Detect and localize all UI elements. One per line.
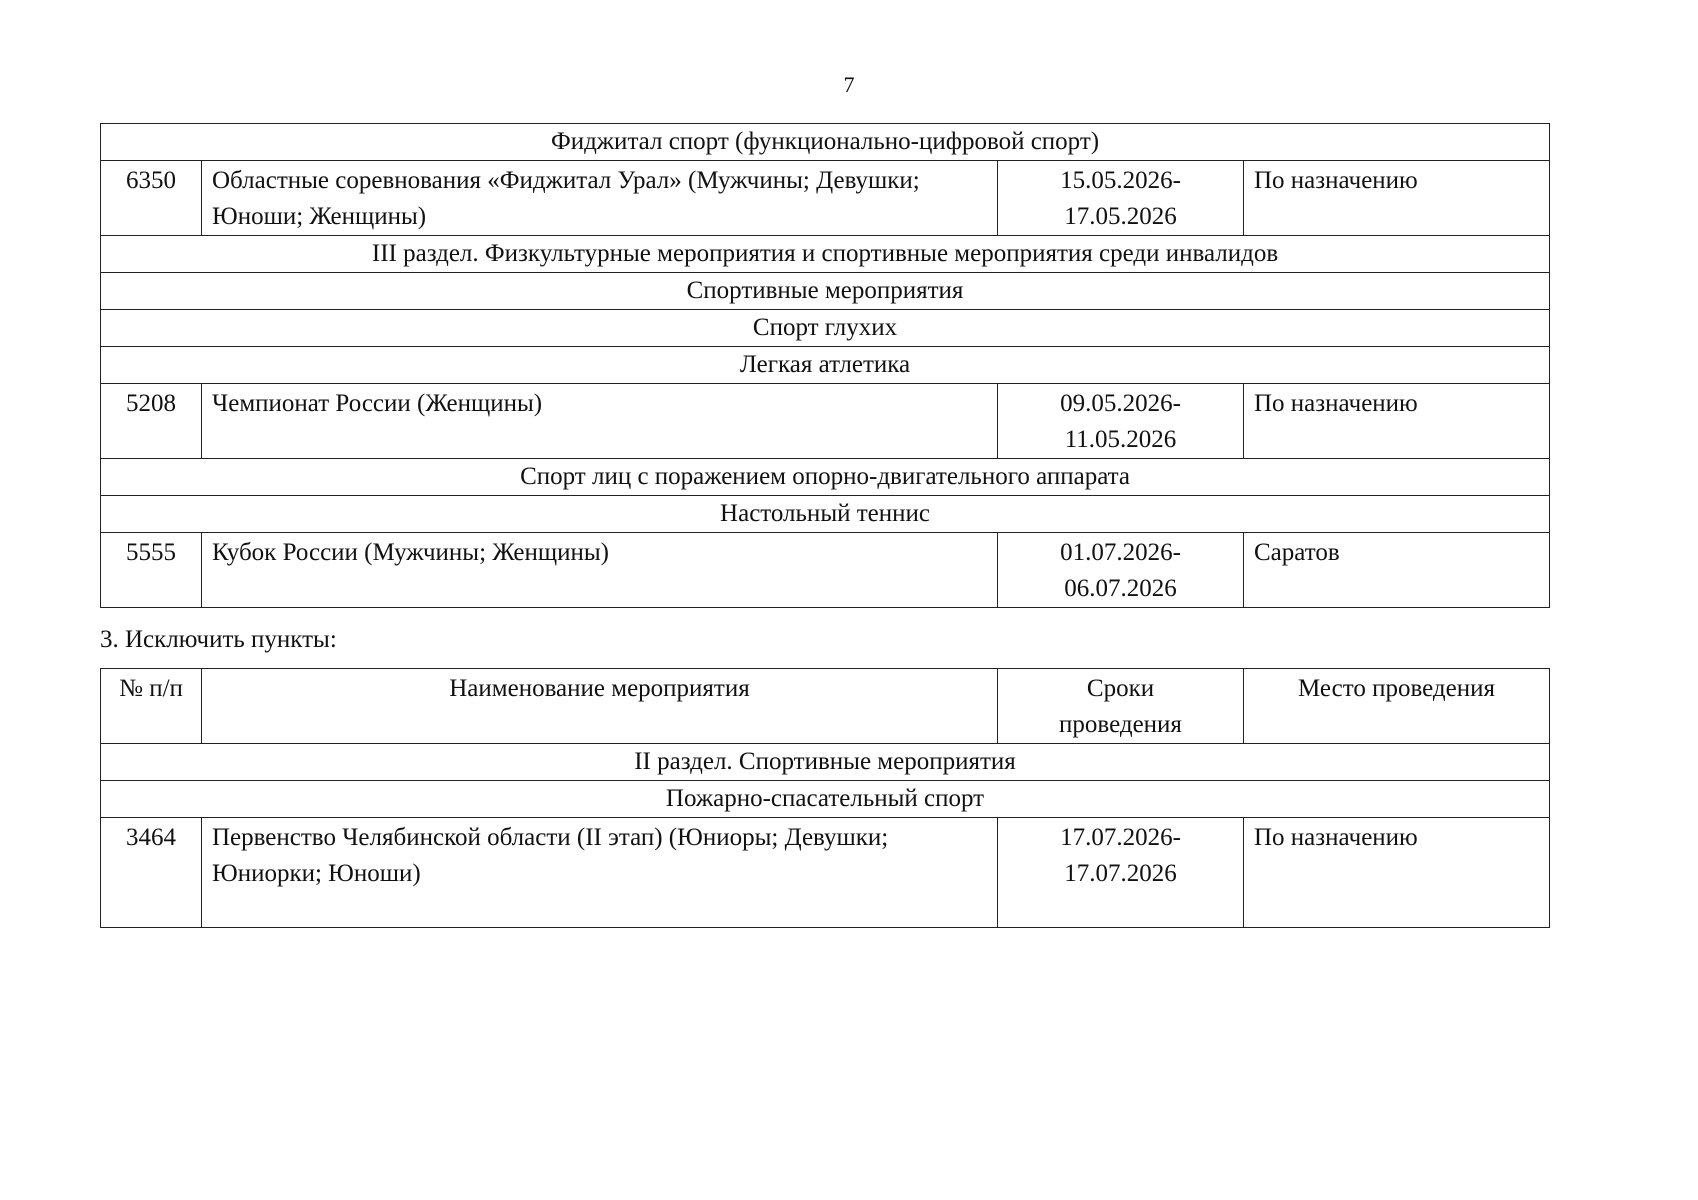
- column-header-number: № п/п: [101, 669, 202, 744]
- event-date-end: 06.07.2026: [1064, 575, 1177, 602]
- page-number: 7: [843, 72, 855, 97]
- section-row: [101, 124, 1550, 161]
- events-table-exclusions: [100, 668, 1550, 928]
- event-number: 6350: [101, 161, 202, 236]
- table-row: [101, 533, 1550, 608]
- event-date-start: 01.07.2026-: [1060, 539, 1181, 566]
- section-title: II раздел. Спортивные мероприятия: [101, 744, 1550, 781]
- event-name: Первенство Челябинской области (II этап) (Юниоры; Девушки; Юниорки; Юноши): [202, 818, 998, 928]
- event-place: По назначению: [1244, 384, 1550, 459]
- section-title: Спорт глухих: [101, 310, 1550, 347]
- event-date-end: 17.07.2026: [1064, 860, 1177, 887]
- event-number: 5208: [101, 384, 202, 459]
- event-name: Кубок России (Мужчины; Женщины): [202, 533, 998, 608]
- event-number: 3464: [101, 818, 202, 928]
- event-dates: [998, 533, 1244, 608]
- section-row: [101, 459, 1550, 496]
- column-header-place: Место проведения: [1244, 669, 1550, 744]
- table-row: [101, 818, 1550, 928]
- column-header-dates: Сроки проведения: [998, 669, 1244, 744]
- events-table-additions: [100, 123, 1550, 608]
- section-row: [101, 273, 1550, 310]
- section-row: [101, 744, 1550, 781]
- event-date-end: 11.05.2026: [1064, 426, 1177, 453]
- column-header-name: Наименование мероприятия: [202, 669, 998, 744]
- event-date-end: 17.05.2026: [1064, 203, 1177, 230]
- section-title: Фиджитал спорт (функционально-цифровой спорт): [101, 124, 1550, 161]
- section-row: [101, 496, 1550, 533]
- event-dates: [998, 818, 1244, 928]
- section-title: Настольный теннис: [101, 496, 1550, 533]
- event-name: Областные соревнования «Фиджитал Урал» (Мужчины; Девушки; Юноши; Женщины): [202, 161, 998, 236]
- section-row: [101, 310, 1550, 347]
- header-row: [101, 669, 1550, 744]
- event-date-start: 15.05.2026-: [1060, 167, 1181, 194]
- section-title: Легкая атлетика: [101, 347, 1550, 384]
- event-dates: [998, 384, 1244, 459]
- event-place: Саратов: [1244, 533, 1550, 608]
- event-place: По назначению: [1244, 161, 1550, 236]
- table2-header: [101, 669, 1550, 744]
- section-title: III раздел. Физкультурные мероприятия и спортивные мероприятия среди инвалидов: [101, 236, 1550, 273]
- section-row: [101, 236, 1550, 273]
- table-row: [101, 161, 1550, 236]
- section-title: Спортивные мероприятия: [101, 273, 1550, 310]
- table-row: [101, 384, 1550, 459]
- exclude-items-heading: 3. Исключить пункты:: [100, 626, 337, 653]
- section-title: Пожарно-спасательный спорт: [101, 781, 1550, 818]
- section-row: [101, 347, 1550, 384]
- event-place: По назначению: [1244, 818, 1550, 928]
- event-date-start: 09.05.2026-: [1060, 390, 1181, 417]
- event-number: 5555: [101, 533, 202, 608]
- event-name: Чемпионат России (Женщины): [202, 384, 998, 459]
- table2-body: [101, 744, 1550, 928]
- section-row: [101, 781, 1550, 818]
- table1-body: [101, 124, 1550, 608]
- section-title: Спорт лиц с поражением опорно-двигательного аппарата: [101, 459, 1550, 496]
- event-dates: [998, 161, 1244, 236]
- event-date-start: 17.07.2026-: [1060, 824, 1181, 851]
